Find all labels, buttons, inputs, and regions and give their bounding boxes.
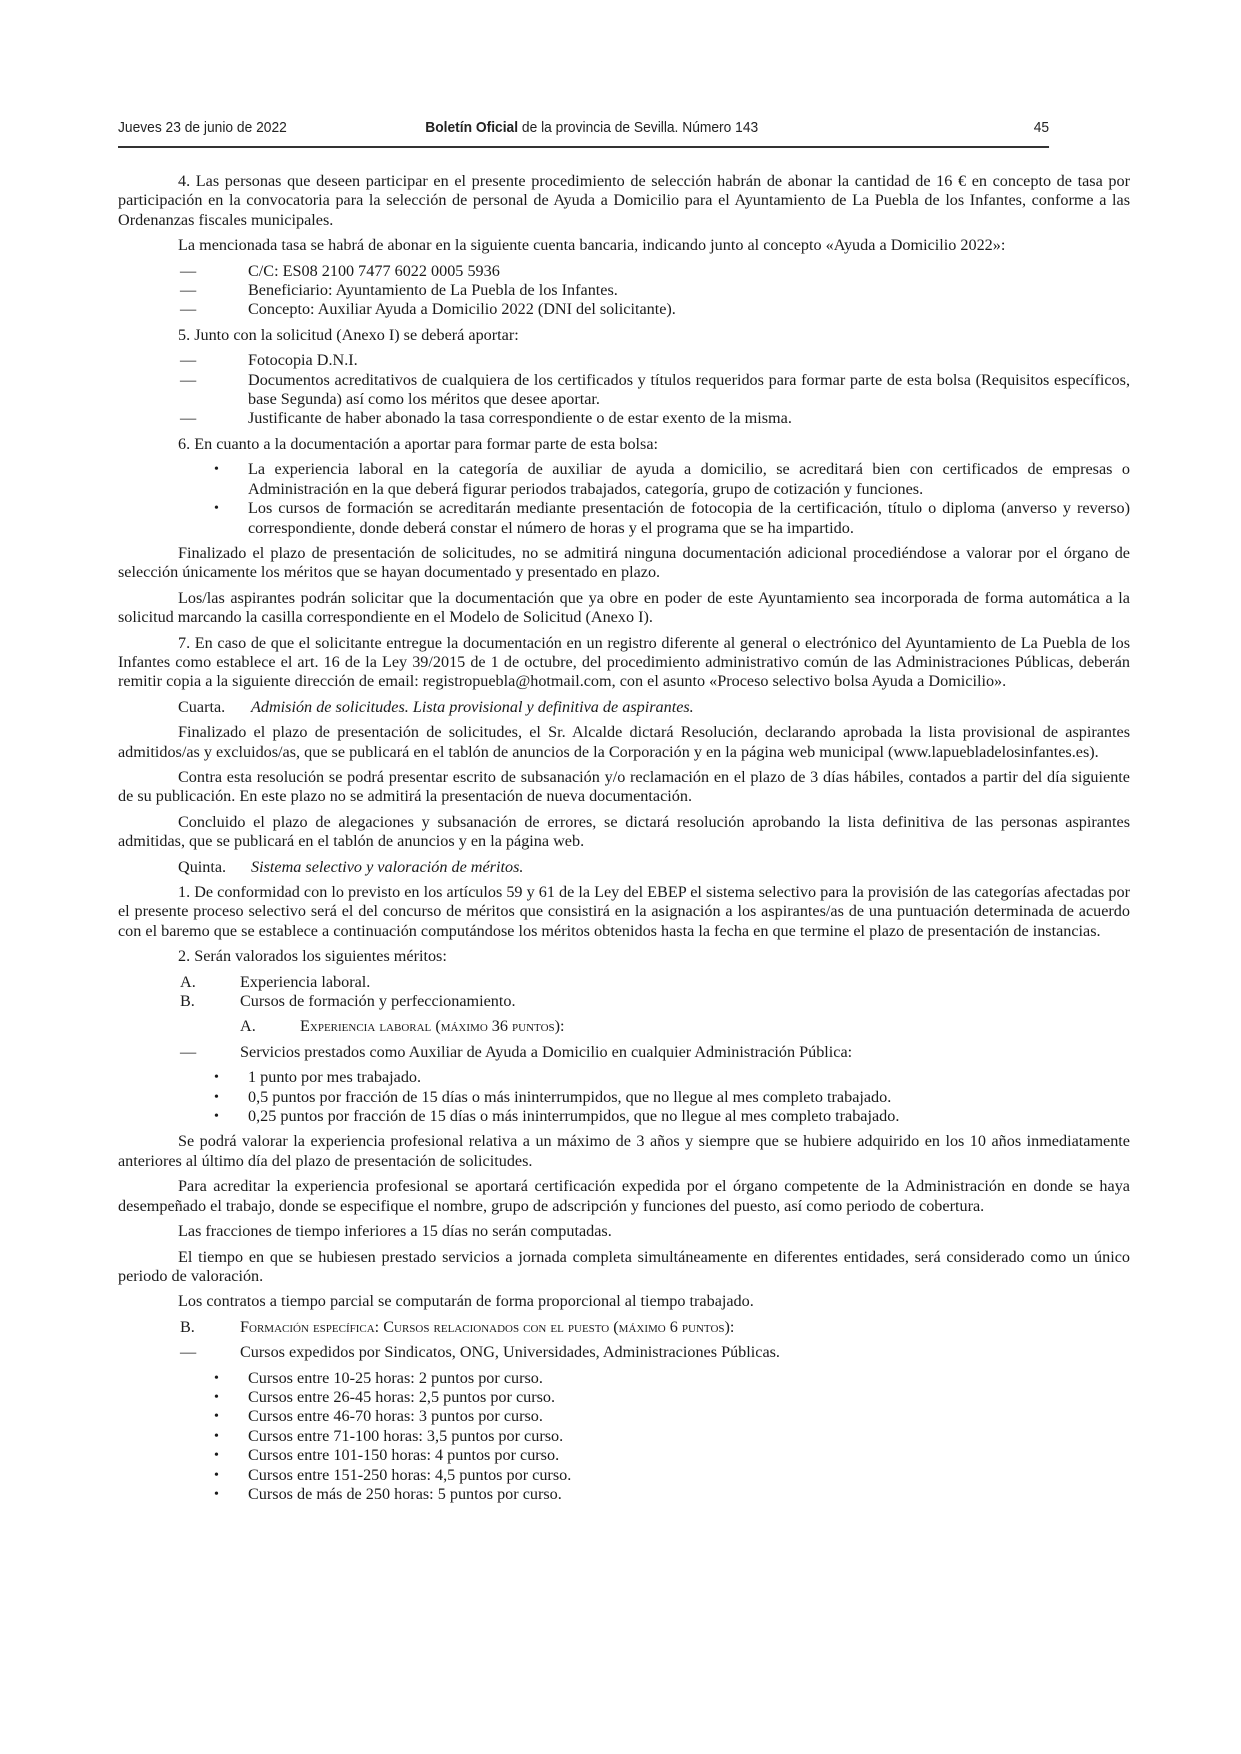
paragraph-quinta-1: 1. De conformidad con lo previsto en los artículos 59 y 61 de la Ley del EBEP el sistema selectivo para la provisión de las categorías afectadas por el presente proceso selectivo será el del concurso de méritos que consistirá en la asignación a los aspirantes/as de una puntuación determinada de acuerdo con el baremo que se establece a continuación computándose los méritos obtenidos hasta la fecha en que termine el plazo de presentación de instancias. [118, 883, 1130, 940]
section-label: Cuarta. [178, 697, 226, 716]
list-item: — Documentos acreditativos de cualquiera de los certificados y títulos requeridos para formar parte de esta bolsa (Requisitos específicos, base Segunda) así como los méritos que desee aportar. [180, 370, 1130, 409]
dash-marker: — [180, 1042, 197, 1061]
paragraph-aspirantes: Los/las aspirantes podrán solicitar que la documentación que ya obre en poder de este Ayuntamiento sea incorporada de forma automática a la solicitud marcando la casilla correspondiente en el Modelo de Solicitud (Anexo I). [118, 588, 1130, 627]
paragraph-cuarta-3: Concluido el plazo de alegaciones y subsanación de errores, se dictará resolución aprobando la lista definitiva de las personas aspirantes admitidas, que se publicará en el tablón de anuncios y en la página web. [118, 812, 1130, 851]
list-item: • Cursos entre 26-45 horas: 2,5 puntos por curso. [214, 1387, 556, 1406]
page-header [118, 119, 1049, 148]
bullet-icon: • [214, 1109, 219, 1125]
paragraph-quinta-2: 2. Serán valorados los siguientes méritos: [178, 947, 447, 966]
section-a-title: Experiencia laboral (máximo 36 puntos): [300, 1017, 565, 1036]
section-a-bullet-list [118, 1068, 1130, 1126]
document-body [118, 172, 1130, 1510]
section-b-bullet-list [118, 1369, 1130, 1505]
paragraph-section-a-3: Las fracciones de tiempo inferiores a 15 días no serán computadas. [178, 1222, 612, 1241]
documents-list [118, 351, 1130, 429]
bullet-icon: • [214, 1428, 219, 1444]
list-item: • Cursos entre 10-25 horas: 2 puntos por curso. [214, 1368, 543, 1387]
account-list [118, 262, 1130, 320]
section-heading-cuarta [178, 698, 1130, 717]
paragraph-5: 5. Junto con la solicitud (Anexo I) se deberá aportar: [178, 325, 519, 344]
list-item: • Cursos entre 101-150 horas: 4 puntos por curso. [214, 1446, 560, 1465]
list-item: • Cursos entre 151-250 horas: 4,5 puntos por curso. [214, 1465, 572, 1484]
list-item: — Justificante de haber abonado la tasa correspondiente o de estar exento de la misma. [180, 409, 792, 428]
bullet-icon: • [214, 1389, 219, 1405]
section-a-heading: A. Experiencia laboral (máximo 36 puntos): [240, 1017, 565, 1036]
list-item: • Cursos entre 46-70 horas: 3 puntos por curso. [214, 1407, 543, 1426]
list-item: — Fotocopia D.N.I. [180, 351, 358, 370]
bullet-icon: • [214, 1370, 219, 1386]
paragraph-cuarta-2: Contra esta resolución se podrá presentar escrito de subsanación y/o reclamación en el plazo de 3 días hábiles, contados a partir del día siguiente de su publicación. En este plazo no se admitirá la presentación de nueva documentación. [118, 767, 1130, 806]
bullet-icon: • [214, 501, 219, 517]
dash-marker: — [180, 1343, 197, 1362]
merits-list [118, 973, 1130, 1012]
list-item: • Los cursos de formación se acreditarán mediante presentación de fotocopia de la certificación, título o diploma (anverso y reverso) correspondiente, donde deberá constar el número de horas y el programa que se ha impartido. [214, 499, 1130, 537]
list-item: B. Cursos de formación y perfeccionamiento. [180, 992, 516, 1011]
bullet-icon: • [214, 462, 219, 478]
bullet-icon: • [214, 1070, 219, 1086]
list-item: — Beneficiario: Ayuntamiento de La Puebla de los Infantes. [180, 281, 618, 300]
section-b-title: Formación específica: Cursos relacionados con el puesto (máximo 6 puntos): [240, 1317, 735, 1336]
paragraph-finalizado: Finalizado el plazo de presentación de solicitudes, no se admitirá ninguna documentación adicional procediéndose a valorar por el órgano de selección únicamente los méritos que se hayan documentado y presentado en plazo. [118, 543, 1130, 582]
dash-marker: — [180, 300, 197, 319]
list-item: • Cursos de más de 250 horas: 5 puntos por curso. [214, 1484, 562, 1503]
bullet-icon: • [214, 1486, 219, 1502]
header-publication-rest: de la provincia de Sevilla. Número 143 [518, 119, 759, 136]
paragraph-account-intro: La mencionada tasa se habrá de abonar en la siguiente cuenta bancaria, indicando junto al concepto «Ayuda a Domicilio 2022»: [178, 236, 1006, 255]
section-heading-quinta [178, 858, 1130, 877]
section-a-dash-item: — Servicios prestados como Auxiliar de Ayuda a Domicilio en cualquier Administración Pública: [180, 1042, 853, 1061]
dash-marker: — [180, 409, 197, 428]
list-item: — Concepto: Auxiliar Ayuda a Domicilio 2022 (DNI del solicitante). [180, 300, 676, 319]
dash-marker: — [180, 351, 197, 370]
page-number: 45 [1033, 119, 1050, 136]
paragraph-7: 7. En caso de que el solicitante entregue la documentación en un registro diferente al general o electrónico del Ayuntamiento de La Puebla de los Infantes como establece el art. 16 de la Ley 39/2015 de 1 de octubre, del procedimiento administrativo común de las Administraciones Públicas, deberán remitir copia a la siguiente dirección de email: registropuebla@hotmail.com, con el asunto «Proceso selectivo bolsa Ayuda a Domicilio». [118, 633, 1130, 691]
section-b-dash-item: — Cursos expedidos por Sindicatos, ONG, Universidades, Administraciones Públicas. [180, 1343, 780, 1362]
bullet-icon: • [214, 1409, 219, 1425]
paragraph-cuarta-1: Finalizado el plazo de presentación de solicitudes, el Sr. Alcalde dictará Resolución, declarando aprobada la lista provisional de aspirantes admitidos/as y excluidos/as, que se publicará en el tablón de anuncios de la Corporación y en la página web municipal (www.lapuebladelosinfantes.es). [118, 723, 1130, 761]
header-publication [425, 119, 1012, 136]
dash-marker: — [180, 261, 197, 280]
section-title: Sistema selectivo y valoración de méritos. [251, 857, 524, 876]
list-item: — C/C: ES08 2100 7477 6022 0005 5936 [180, 261, 500, 280]
list-item: A. Experiencia laboral. [180, 972, 371, 991]
list-item: • Cursos entre 71-100 horas: 3,5 puntos por curso. [214, 1426, 564, 1445]
section-b-heading: B. Formación específica: Cursos relacionados con el puesto (máximo 6 puntos): [180, 1317, 735, 1336]
paragraph-section-a-4: El tiempo en que se hubiesen prestado servicios a jornada completa simultáneamente en diferentes entidades, será considerado como un único periodo de valoración. [118, 1247, 1130, 1285]
dash-marker: — [180, 281, 197, 300]
list-item: • 0,5 puntos por fracción de 15 días o más ininterrumpidos, que no llegue al mes completo trabajado. [214, 1087, 892, 1106]
documentation-bullet-list [118, 460, 1130, 538]
bullet-icon: • [214, 1467, 219, 1483]
list-item: • 1 punto por mes trabajado. [214, 1068, 422, 1087]
bullet-icon: • [214, 1089, 219, 1105]
paragraph-6: 6. En cuanto a la documentación a aportar para formar parte de esta bolsa: [178, 434, 659, 453]
section-title: Admisión de solicitudes. Lista provisional y definitiva de aspirantes. [251, 697, 694, 716]
paragraph-section-a-1: Se podrá valorar la experiencia profesional relativa a un máximo de 3 años y siempre que se hubiere adquirido en los 10 años inmediatamente anteriores al último día del plazo de presentación de solicitudes. [118, 1132, 1130, 1170]
paragraph-section-a-2: Para acreditar la experiencia profesional se aportará certificación expedida por el órgano competente de la Administración en donde se haya desempeñado el trabajo, donde se especifique el nombre, grupo de adscripción y funciones del puesto, así como periodo de cobertura. [118, 1177, 1130, 1215]
bullet-icon: • [214, 1448, 219, 1464]
paragraph-section-a-5: Los contratos a tiempo parcial se computarán de forma proporcional al tiempo trabajado. [178, 1292, 754, 1311]
section-label: Quinta. [178, 857, 227, 876]
header-date: Jueves 23 de junio de 2022 [118, 119, 287, 136]
paragraph-4: 4. Las personas que deseen participar en el presente procedimiento de selección habrán de abonar la cantidad de 16 € en concepto de tasa por participación en la convocatoria para la selección de personal de Ayuda a Domicilio para el Ayuntamiento de La Puebla de los Infantes, conforme a las Ordenanzas fiscales municipales. [118, 172, 1130, 229]
list-item: • La experiencia laboral en la categoría de auxiliar de ayuda a domicilio, se acreditará bien con certificados de empresas o Administración en la que deberá figurar periodos trabajados, categoría, grupo de cotización y funciones. [214, 460, 1130, 498]
dash-marker: — [180, 370, 197, 389]
list-item: • 0,25 puntos por fracción de 15 días o más ininterrumpidos, que no llegue al mes completo trabajado. [214, 1107, 900, 1126]
header-publication-bold: Boletín Oficial [425, 119, 519, 136]
